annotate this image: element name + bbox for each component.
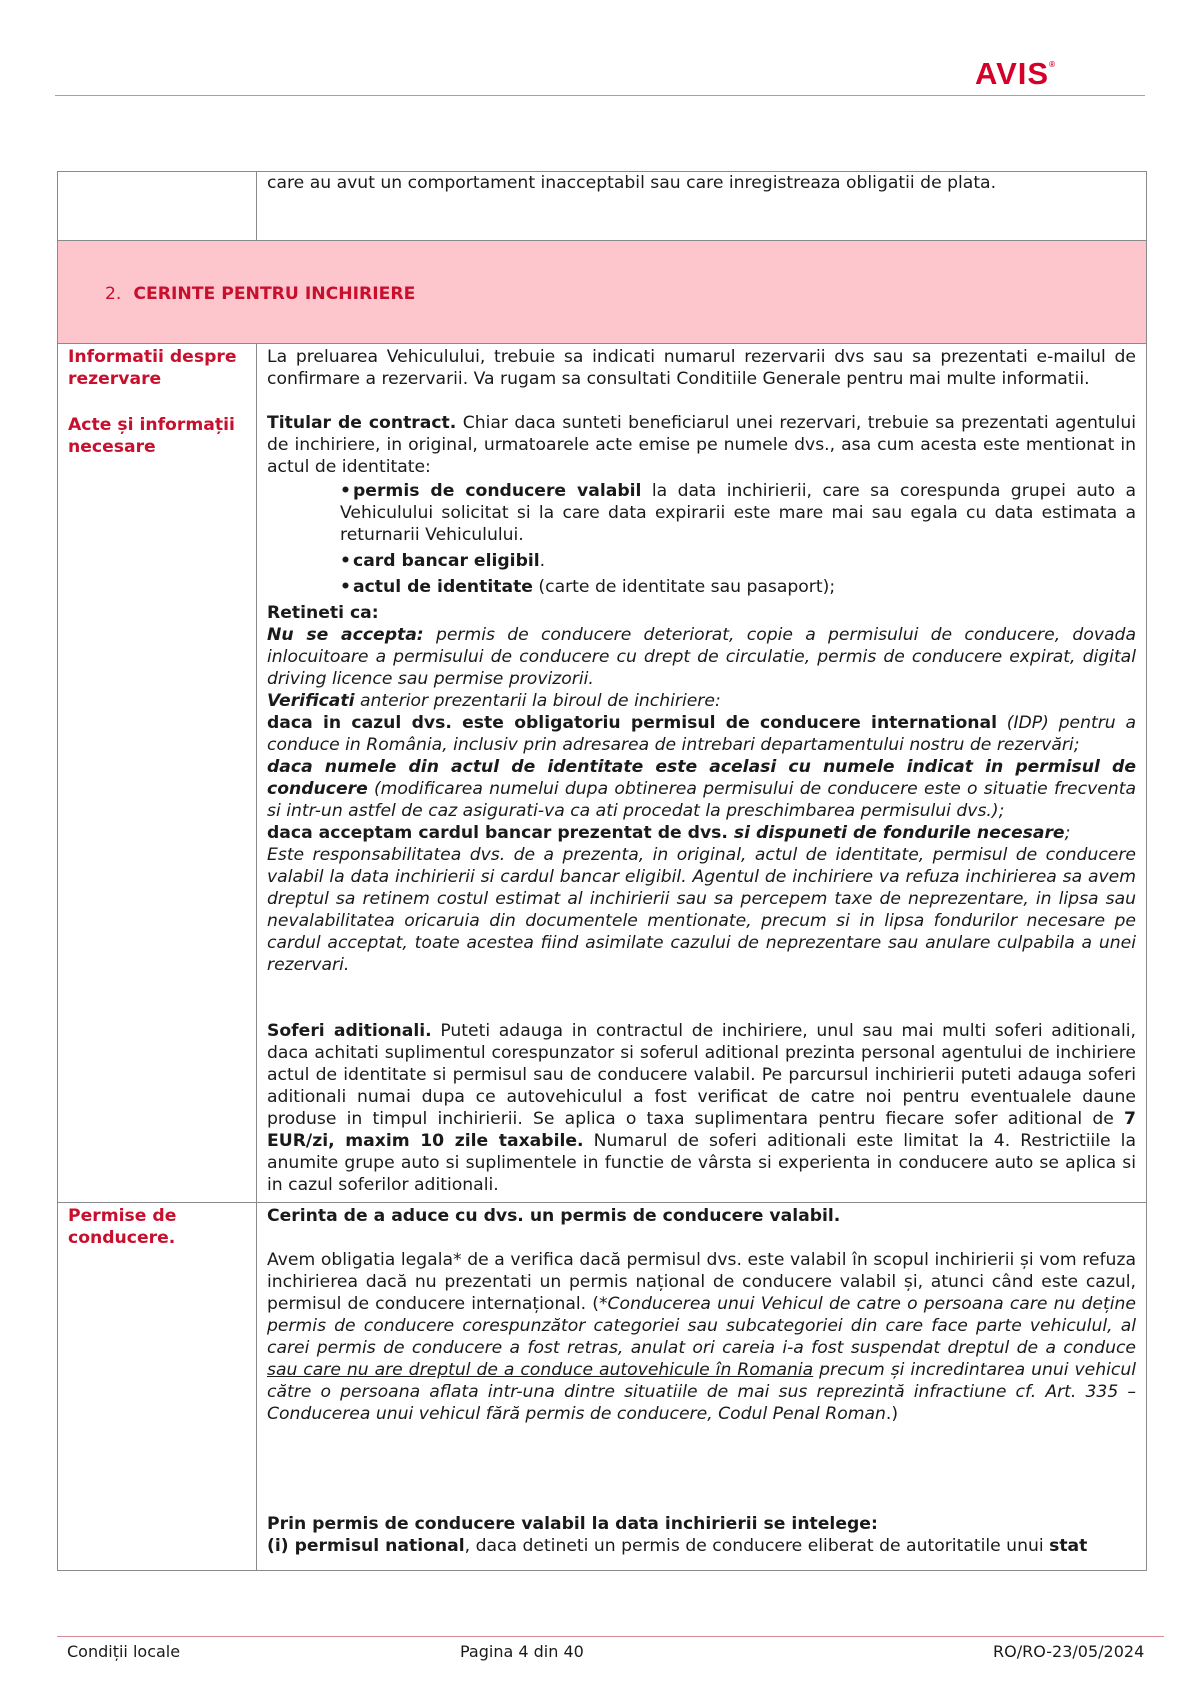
footer-divider: [57, 1636, 1164, 1637]
permise-content: Cerinta de a aduce cu dvs. un permis de conducere valabil. Avem obligatia legala* de a verifica dacă permisul dvs. este valabil în scopul inchirierii și vom refuza inchirierea dacă nu prezentati un permis național de conducere valabil și, atunci când este cazul, permisul de conducere internațional. (*Conducerea unui Vehicul de catre o persoana care nu deține permis de conducere corespunzător categoriei sau subcategoriei din care face parte vehiculul, al carei permis de conducere a fost retras, anulat ori careia i-a fost suspendat dreptul de a conduce sau care nu are dreptul de a conduce autovehicule în Romania precum și incredintarea unui vehicul către o persoana aflata intr-una dintre situatiile de mai sus reprezintă infractiune cf. Art. 335 – Conducerea unui vehicul fără permis de conducere, Codul Penal Roman.) Prin permis de conducere valabil la data inchirierii se intelege: (i) permisul national, daca detineti un permis de conducere eliberat de autoritatile unui stat: [267, 1206, 1136, 1556]
conditions-table: [57, 171, 1147, 1571]
avis-logo: AVIS®: [975, 56, 1056, 91]
table-row: [58, 344, 1147, 1203]
page-number: Pagina 4 din 40: [460, 1642, 584, 1661]
section-header-row: [58, 241, 1147, 344]
acte-content: Titular de contract. Chiar daca sunteti beneficiarul unei rezervari, trebuie sa prezentati agentului de inchiriere, in original, urmatoarele acte emise pe numele dvs., asa cum acesta este mentionat in actul de identitate: • permis de conducere valabil la data inchirierii, care sa corespunda grupei auto a Vehiculului solicitat si la care data expirarii este mare mai sau egala cu data estimata a returnarii Vehiculului. • card bancar eligibil. • actul de identitate (carte de identitate sau pasaport); Retineti ca: Nu se accepta: permis de conducere deteriorat, copie a permisului de conducere, dovada inlocuitoare a permisului de conducere cu drept de circulatie, permis de conducere expirat, digital driving licence sau permise provizorii. Verificati anterior prezentarii la biroul de inchiriere: daca in cazul dvs. este obligatoriu permisul de conducere international (IDP) pentru a conduce in România, inclusiv prin adresarea de intrebari departamentului nostru de rezervări; daca numele din actul de identitate este acelasi cu numele indicat in permisul de conducere (modificarea numelui dupa obtinerea permisului de conducere este o situatie frecventa si intr-un astfel de caz asigurati-va ca ati procedat la preschimbarea permisului dvs.); daca acceptam cardul bancar prezentat de dvs. si dispuneti de fondurile necesare; Este responsabilitatea dvs. de a prezenta, in original, actul de identitate, permisul de conducere valabil la data inchirierii si cardul bancar eligibil. Agentul de inchiriere va refuza inchirierea sa avem dreptul sa retinem costul estimat al inchirierii sau sa percepem taxe de neprezentare, in lipsa sau nevalabilitatea oricaruia din documentele mentionate, precum si in lipsa fondurilor necesare pe cardul acceptat, toate acestea fiind asimilate cazului de neprezentare sau anulare culpabila a unei rezervari. Soferi aditionali. Puteti adauga in contractul de inchiriere, unul sau mai multi soferi aditionali, daca achitati suplimentul corespunzator si soferul aditional prezinta personal agentului de inchiriere actul de identitate si permisul sau de conducere valabil. Pe parcursul inchirierii puteti adauga soferi aditionali numai dupa ce autovehiculul a fost verificat de catre noi pentru eventualele daune produse in timpul inchirierii. Se aplica o taxa suplimentara pentru fiecare sofer aditional de 7 EUR/zi, maxim 10 zile taxabile. Numarul de soferi aditionali este limitat la 4. Restrictiile la anumite grupe auto si suplimentele in functie de vârsta si experienta in conducere auto se aplica si in cazul soferilor aditionali.: [257, 390, 1146, 1202]
label-permise: Permise de conducere.: [68, 1206, 177, 1248]
label-rezervare: Informatii despre rezervare: [68, 347, 237, 389]
list-item: • card bancar eligibil.: [340, 550, 1136, 572]
table-row: [58, 1203, 1147, 1571]
header-divider: [55, 95, 1145, 96]
soferi-aditionali: Soferi aditionali. Puteti adauga in contractul de inchiriere, unul sau mai multi soferi aditionali, daca achitati suplimentul corespunzator si soferul aditional prezinta personal agentului de inchiriere actul de identitate si permisul sau de conducere valabil. Pe parcursul inchirierii puteti adauga soferi aditionali numai dupa ce autovehiculul a fost verificat de catre noi pentru eventualele daune produse in timpul inchirierii. Se aplica o taxa suplimentara pentru fiecare sofer aditional de 7 EUR/zi, maxim 10 zile taxabile. Numarul de soferi aditionali este limitat la 4. Restrictiile la anumite grupe auto si suplimentele in functie de vârsta si experienta in conducere auto se aplica si in cazul soferilor aditionali.: [267, 1021, 1136, 1195]
continued-text: care au avut un comportament inacceptabil sau care inregistreaza obligatii de plata.: [267, 173, 997, 193]
required-documents-list: [340, 480, 1136, 598]
permise-heading: Cerinta de a aduce cu dvs. un permis de conducere valabil.: [267, 1206, 841, 1226]
rezervare-text: La preluarea Vehiculului, trebuie sa indicati numarul rezervarii dvs sau sa prezentati e-mailul de confirmare a rezervarii. Va rugam sa consultati Conditiile Generale pentru mai multe informatii.: [267, 347, 1136, 389]
footer-left: Condiții locale: [67, 1642, 181, 1661]
label-acte: Acte și informații necesare: [68, 415, 235, 457]
table-row: [58, 172, 1147, 241]
list-item: • actul de identitate (carte de identitate sau pasaport);: [340, 576, 1136, 598]
retineti-heading: Retineti ca:: [267, 603, 379, 623]
section-title: 2. CERINTE PENTRU INCHIRIERE: [105, 284, 416, 304]
document-reference: RO/RO-23/05/2024: [993, 1642, 1145, 1661]
list-item: • permis de conducere valabil la data inchirierii, care sa corespunda grupei auto a Vehiculului solicitat si la care data expirarii este mare mai sau egala cu data estimata a returnarii Vehiculului.: [340, 480, 1136, 546]
